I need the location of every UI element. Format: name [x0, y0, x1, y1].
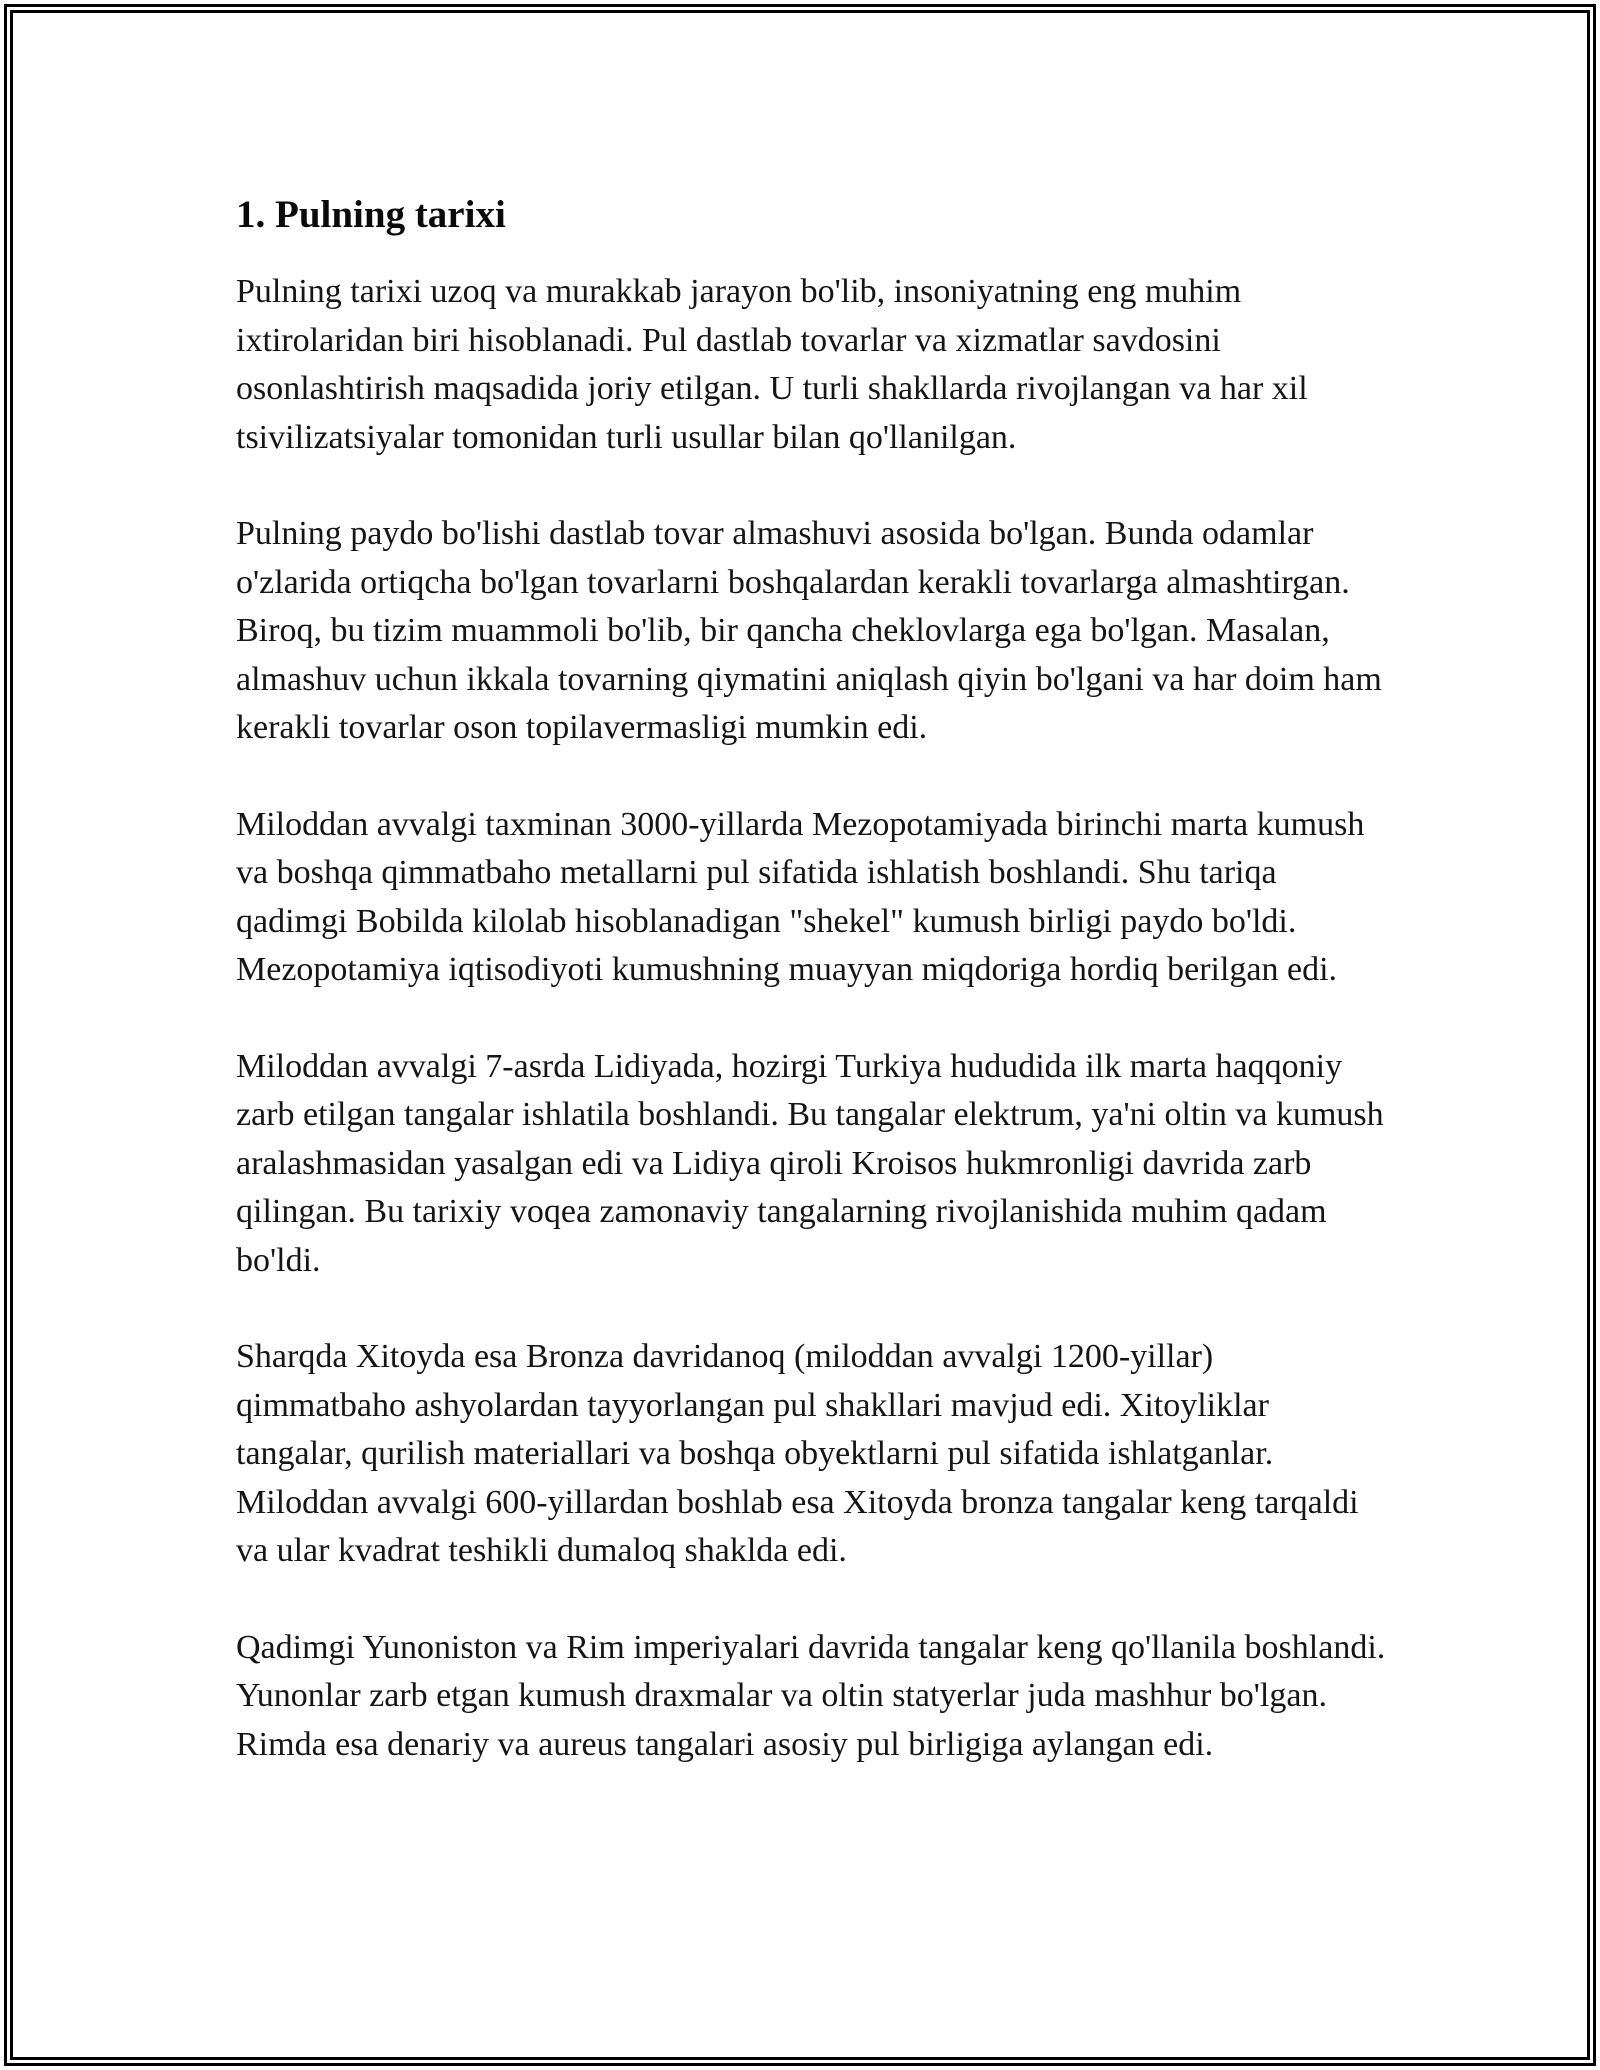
- section-heading: 1. Pulning tarixi: [236, 193, 506, 236]
- paragraph-barter: Pulning paydo bo'lishi dastlab tovar almashuvi asosida bo'lgan. Bunda odamlar o'zlarida ortiqcha bo'lgan tovarlarni boshqalardan kerakli tovarlarga almashtirgan. Biroq, bu tizim muammoli bo'lib, bir qancha cheklovlarga ega bo'lgan. Masalan, almashuv uchun ikkala tovarning qiymatini aniqlash qiyin bo'lgani va har doim ham kerakli tovarlar oson topilavermasligi mumkin edi.: [236, 515, 1382, 746]
- paragraph-mesopotamia: Miloddan avvalgi taxminan 3000-yillarda Mezopotamiyada birinchi marta kumush va boshqa qimmatbaho metallarni pul sifatida ishlatish boshlandi. Shu tariqa qadimgi Bobilda kilolab hisoblanadigan "shekel" kumush birligi paydo bo'ldi. Mezopotamiya iqtisodiyoti kumushning muayyan miqdoriga hordiq berilgan edi.: [236, 805, 1365, 988]
- paragraph-intro: Pulning tarixi uzoq va murakkab jarayon bo'lib, insoniyatning eng muhim ixtirolaridan biri hisoblanadi. Pul dastlab tovarlar va xizmatlar savdosini osonlashtirish maqsadida joriy etilgan. U turli shakllarda rivojlangan va har xil tsivilizatsiyalar tomonidan turli usullar bilan qo'llanilgan.: [236, 273, 1308, 456]
- document-body: [236, 186, 1386, 1817]
- paragraph-china: Sharqda Xitoyda esa Bronza davridanoq (miloddan avvalgi 1200-yillar) qimmatbaho ashyolardan tayyorlangan pul shakllari mavjud edi. Xitoyliklar tangalar, qurilish materiallari va boshqa obyektlarni pul sifatida ishlatganlar. Miloddan avvalgi 600-yillardan boshlab esa Xitoyda bronza tangalar keng tarqaldi va ular kvadrat teshikli dumaloq shaklda edi.: [236, 1338, 1359, 1569]
- paragraph-greece-rome: Qadimgi Yunoniston va Rim imperiyalari davrida tangalar keng qo'llanila boshlandi. Yunonlar zarb etgan kumush draxmalar va oltin statyerlar juda mashhur bo'lgan. Rimda esa denariy va aureus tangalari asosiy pul birligiga aylangan edi.: [236, 1628, 1386, 1763]
- paragraph-lydia: Miloddan avvalgi 7-asrda Lidiyada, hozirgi Turkiya hududida ilk marta haqqoniy zarb etilgan tangalar ishlatila boshlandi. Bu tangalar elektrum, ya'ni oltin va kumush aralashmasidan yasalgan edi va Lidiya qiroli Kroisos hukmronligi davrida zarb qilingan. Bu tarixiy voqea zamonaviy tangalarning rivojlanishida muhim qadam bo'ldi.: [236, 1047, 1384, 1279]
